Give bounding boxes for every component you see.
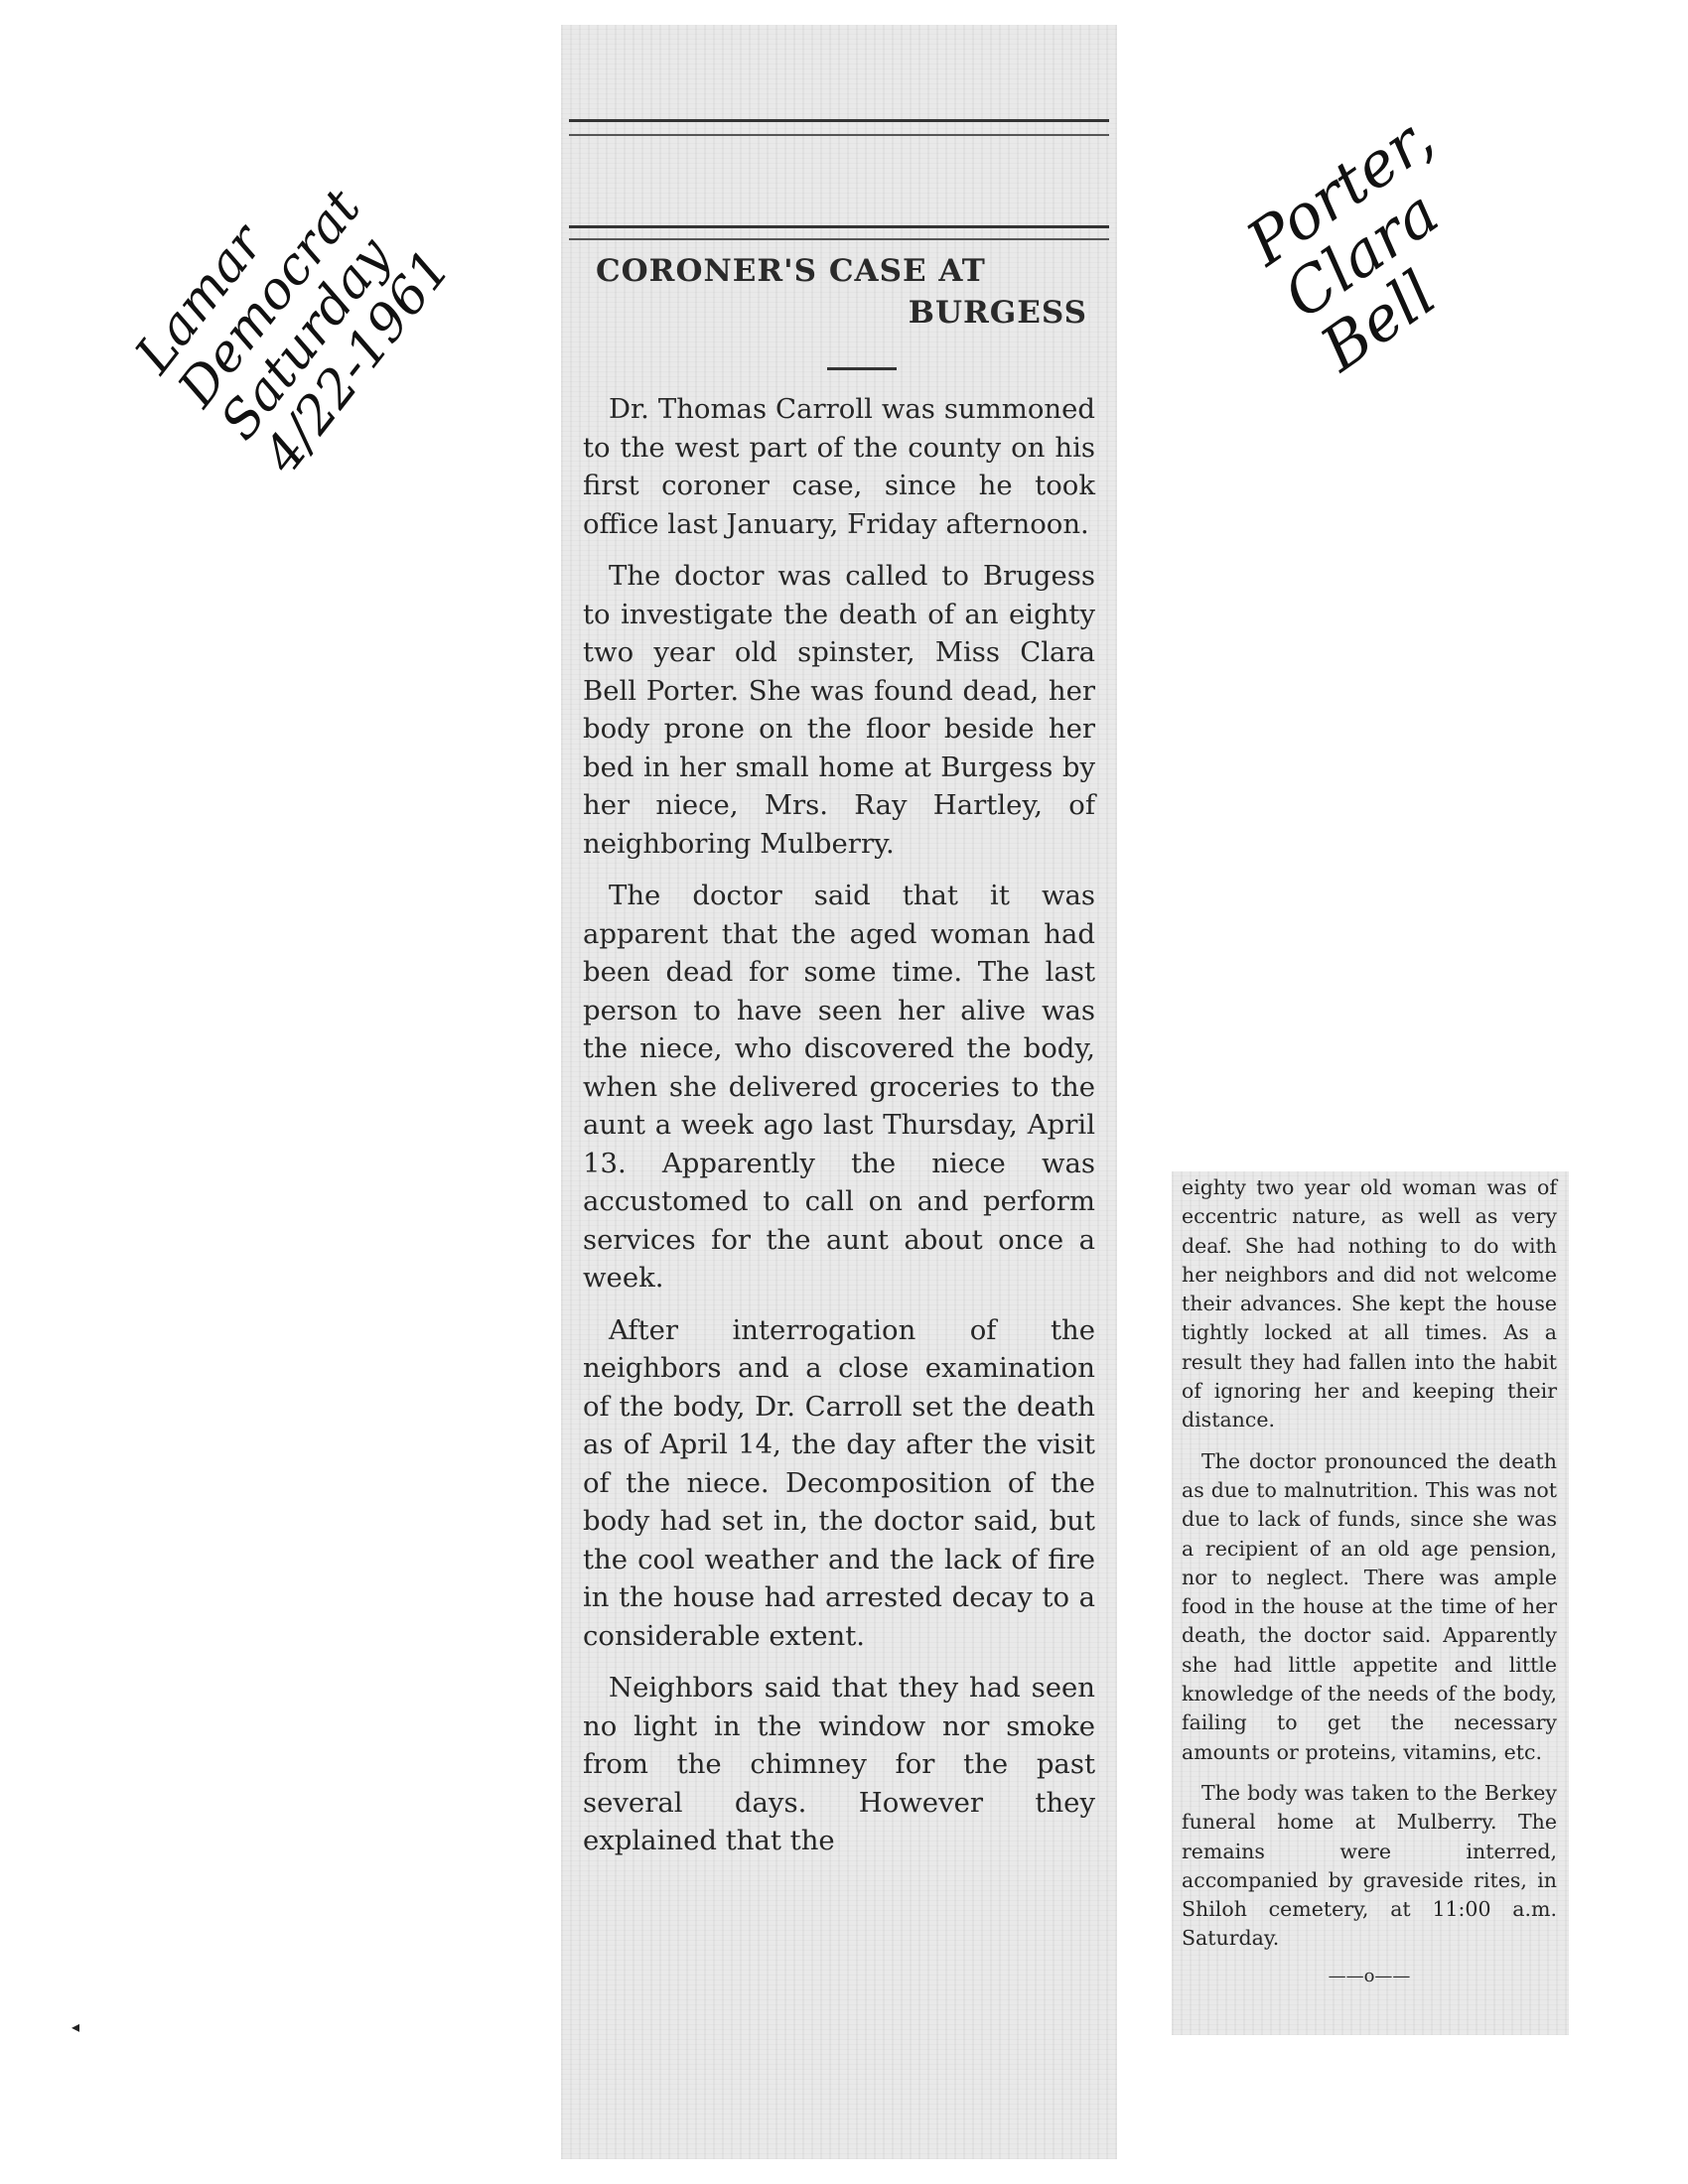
article-body <box>583 390 1095 1874</box>
top-rule <box>569 119 1109 136</box>
article-headline <box>596 253 1097 331</box>
headline-line-1: CORONER'S CASE AT <box>596 253 986 289</box>
continuation-paragraph: eighty two year old woman was of eccentric nature, as well as very deaf. She had nothing to do with her neighbors and did not welcome their advances. She kept the house tightly locked at all times. As a result they had fallen into the habit of ignoring her and keeping their distance. <box>1182 1175 1557 1433</box>
article-paragraph: The doctor was called to Brugess to investigate the death of an eighty two year old spinster, Miss Clara Bell Porter. She was found dead, her body prone on the floor beside her bed in her small home at Burgess by her niece, Mrs. Ray Hartley, of neighboring Mulberry. <box>583 560 1095 860</box>
article-paragraph: The doctor said that it was apparent that the aged woman had been dead for some time. The last person to have seen her alive was the niece, who discovered the body, when she delivered groceries to the aunt a week ago last Thursday, April 13. Apparently the niece was accustomed to call on and perform services for the aunt about once a week. <box>583 880 1095 1294</box>
handwritten-name-note: Porter, Clara Bell <box>1233 100 1452 386</box>
newspaper-clipping-continuation <box>1172 1171 1569 2035</box>
newspaper-clipping-main <box>561 25 1117 2159</box>
continuation-paragraph: The doctor pronounced the death as due to malnutrition. This was not due to lack of funds, since she was a recipient of an old age pension, nor to neglect. There was ample food in the house at the time of her death, the doctor said. Apparently she had little appetite and little knowledge of the needs of the body, failing to get the necessary amounts or proteins, vitamins, etc. <box>1182 1448 1557 1764</box>
continuation-body <box>1182 1173 1557 1990</box>
handwritten-source-note: Lamar Democrat Saturday 4/22-1961 <box>124 178 463 484</box>
article-paragraph: Dr. Thomas Carroll was summoned to the west part of the county on his first coroner case, since he took office last January, Friday afternoon. <box>583 393 1095 540</box>
scan-mark: ◂ <box>71 2017 80 2036</box>
headline-rule <box>569 225 1109 240</box>
article-paragraph: Neighbors said that they had seen no light in the window nor smoke from the chimney for the past several days. However they explained that the <box>583 1672 1095 1856</box>
headline-divider <box>827 367 897 370</box>
headline-line-2: BURGESS <box>908 295 1087 331</box>
continuation-paragraph: The body was taken to the Berkey funeral home at Mulberry. The remains were interred, accompanied by graveside rites, in Shiloh cemetery, at 11:00 a.m. Saturday. <box>1182 1780 1557 1951</box>
end-mark: ——o—— <box>1328 1965 1411 1986</box>
article-paragraph: After interrogation of the neighbors and a close examination of the body, Dr. Carroll set the death as of April 14, the day after the visit of the niece. Decomposition of the body had set in, the doctor said, but the cool weather and the lack of fire in the house had arrested decay to a considerable extent. <box>583 1313 1095 1652</box>
